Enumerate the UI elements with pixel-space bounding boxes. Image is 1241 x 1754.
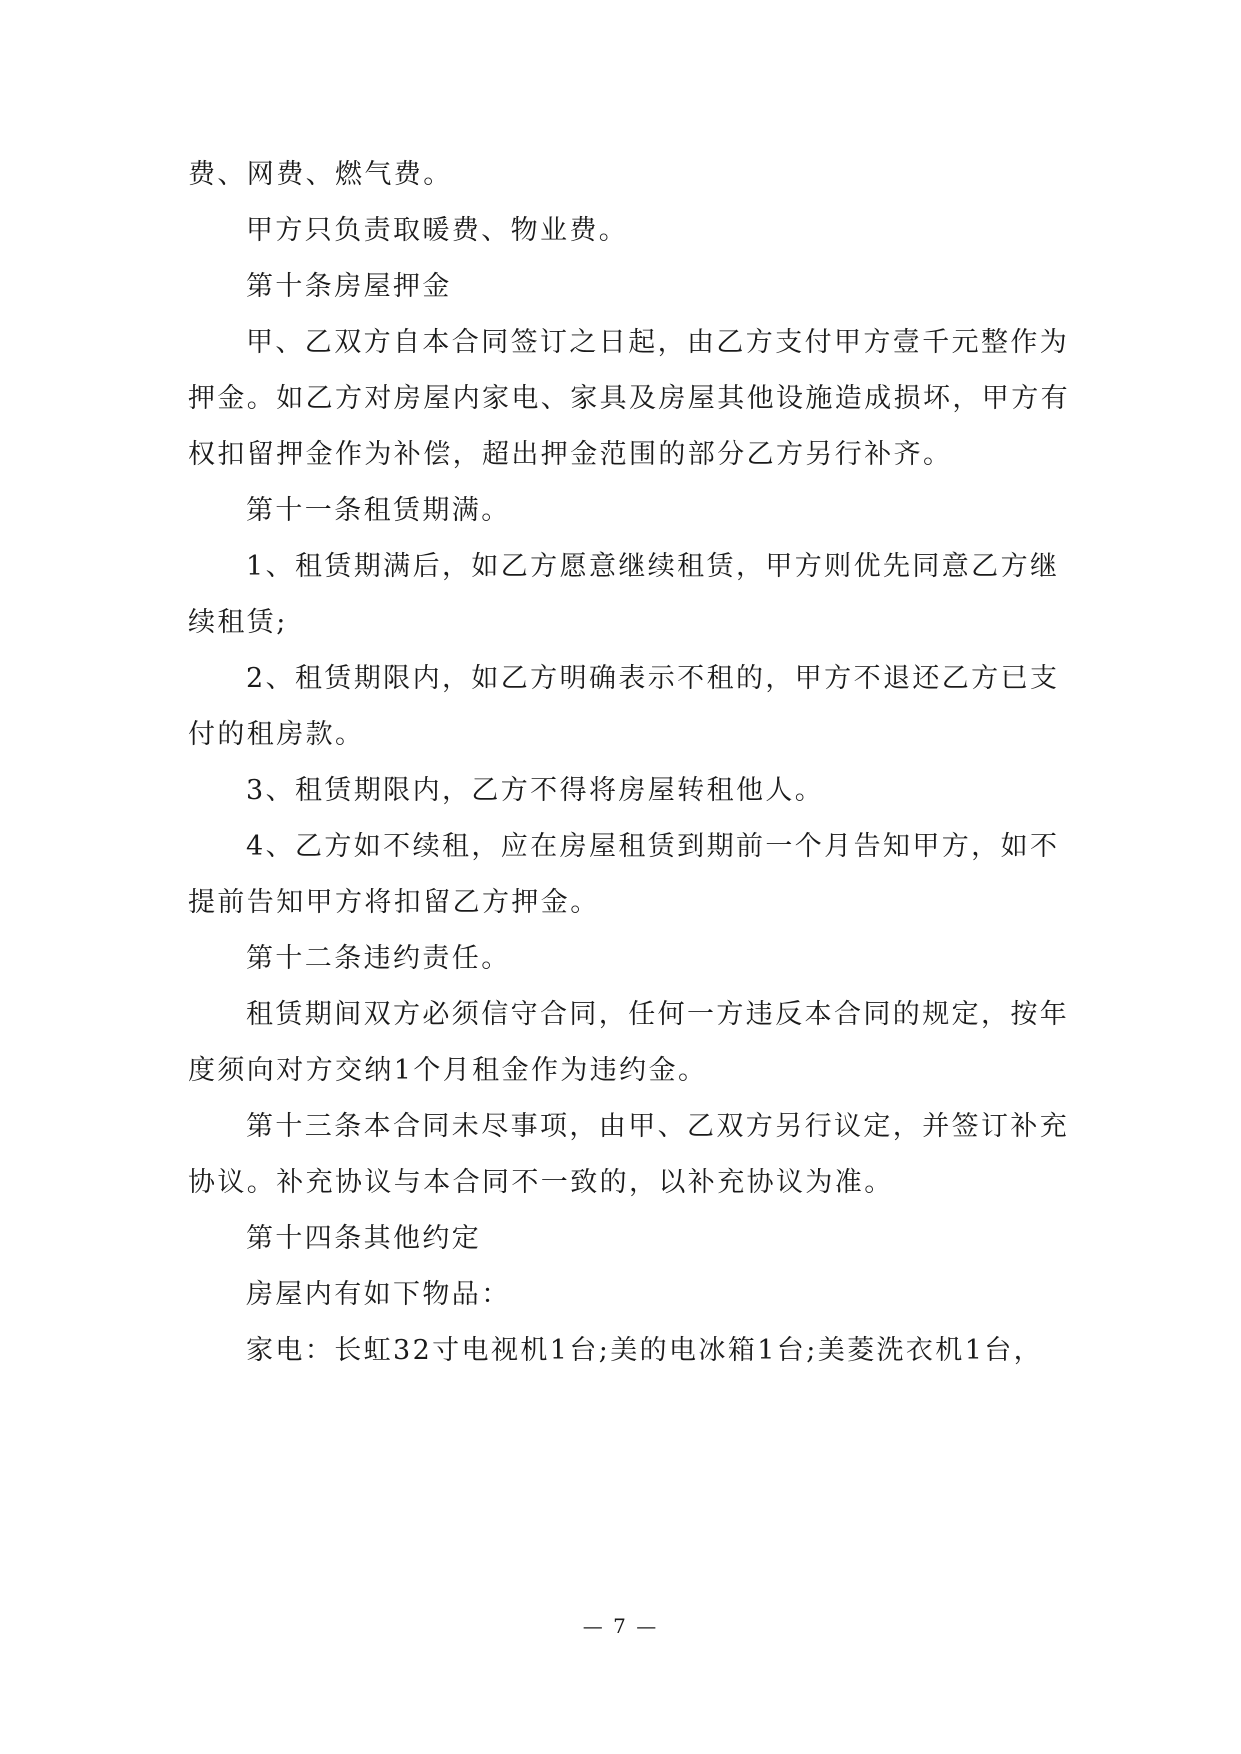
- text-line: 权扣留押金作为补偿，超出押金范围的部分乙方另行补齐。: [188, 439, 953, 470]
- text-line: 房屋内有如下物品：: [246, 1279, 511, 1310]
- text-line: 1、租赁期满后，如乙方愿意继续租赁，甲方则优先同意乙方继: [246, 551, 1060, 582]
- text-line: 甲方只负责取暖费、物业费。: [246, 215, 629, 246]
- text-line: 4、乙方如不续租，应在房屋租赁到期前一个月告知甲方，如不: [246, 831, 1060, 862]
- text-line: 协议。补充协议与本合同不一致的，以补充协议为准。: [188, 1167, 894, 1198]
- text-line: 费、网费、燃气费。: [188, 159, 453, 190]
- text-line: 提前告知甲方将扣留乙方押金。: [188, 887, 600, 918]
- section-heading: 第十二条违约责任。: [246, 943, 511, 974]
- section-heading: 第十四条其他约定: [246, 1223, 482, 1254]
- section-heading: 第十条房屋押金: [246, 271, 452, 302]
- text-line: 家电：长虹32寸电视机1台;美的电冰箱1台;美菱洗衣机1台，: [246, 1335, 1044, 1366]
- text-line: 3、租赁期限内，乙方不得将房屋转租他人。: [246, 775, 825, 806]
- page-number: — 7 —: [582, 1614, 659, 1638]
- text-line: 度须向对方交纳1个月租金作为违约金。: [188, 1055, 708, 1086]
- text-line: 付的租房款。: [188, 719, 365, 750]
- text-line: 租赁期间双方必须信守合同，任何一方违反本合同的规定，按年: [246, 999, 1070, 1030]
- section-heading: 第十三条本合同未尽事项，由甲、乙双方另行议定，并签订补充: [246, 1111, 1070, 1142]
- text-line: 押金。如乙方对房屋内家电、家具及房屋其他设施造成损坏，甲方有: [188, 383, 1070, 414]
- text-line: 续租赁;: [188, 607, 288, 638]
- text-line: 甲、乙双方自本合同签订之日起，由乙方支付甲方壹千元整作为: [246, 327, 1070, 358]
- text-line: 2、租赁期限内，如乙方明确表示不租的，甲方不退还乙方已支: [246, 663, 1060, 694]
- section-heading: 第十一条租赁期满。: [246, 495, 511, 526]
